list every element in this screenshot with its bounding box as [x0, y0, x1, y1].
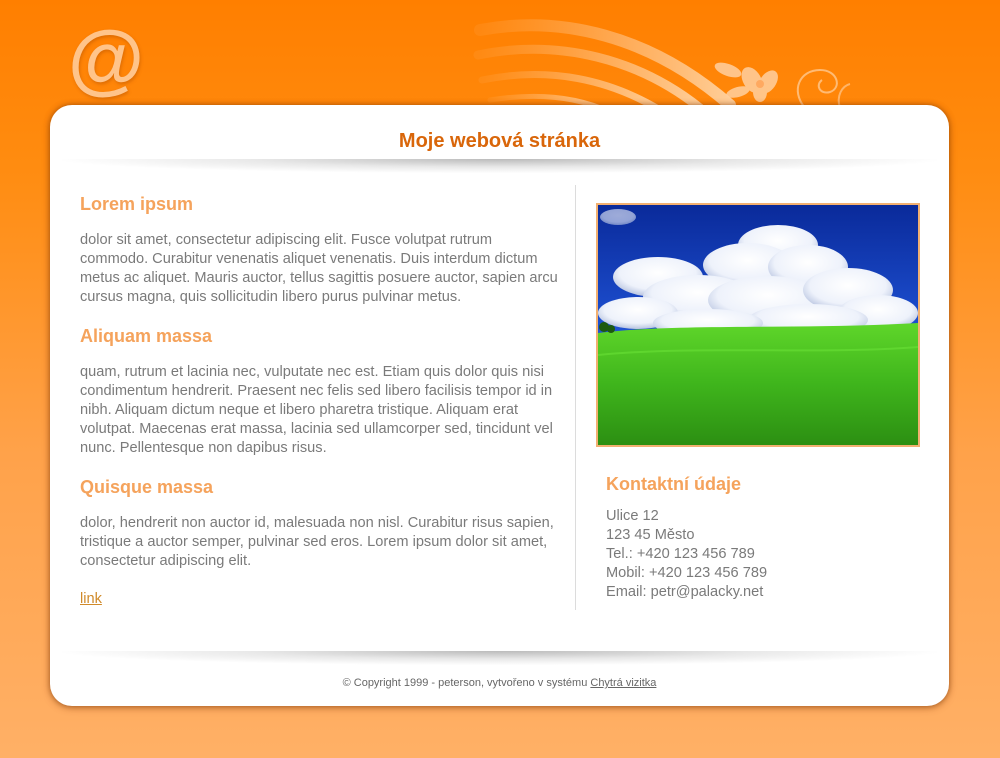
- section-heading: Quisque massa: [80, 477, 214, 497]
- contact-mobile: Mobil: +420 123 456 789: [606, 565, 768, 581]
- footer-divider: [62, 651, 937, 665]
- landscape-photo: [596, 203, 920, 447]
- content-card: [50, 105, 949, 706]
- contact-address: Ulice 12: [606, 508, 659, 524]
- contact-email: Email: petr@palacky.net: [606, 584, 764, 600]
- contact-phone: Tel.: +420 123 456 789: [606, 546, 755, 562]
- column-divider: [575, 185, 576, 610]
- floral-swirl-icon: [0, 0, 1000, 120]
- contact-heading: Kontaktní údaje: [606, 474, 742, 494]
- at-sign-icon: @: [68, 14, 145, 102]
- footer: [50, 677, 949, 689]
- footer-link[interactable]: Chytrá vizitka: [590, 677, 657, 689]
- section-text: quam, rutrum et lacinia nec, vulputate nec est. Etiam quis dolor quis nisi condimentum hendrerit. Praesent nec felis sed libero facilisis tempor id in nibh. Aliquam dictum neque et libero pharetra tristique. Aliquam erat volutpat. Maecenas erat massa, lacinia sed ullamcorper sed, tincidunt vel nunc. Pellentesque non dapibus risus.: [80, 364, 553, 456]
- page-title: Moje webová stránka: [398, 130, 601, 152]
- content-link[interactable]: link: [80, 591, 102, 607]
- section-heading: Lorem ipsum: [80, 194, 194, 214]
- footer-copyright: © Copyright 1999 - peterson, vytvořeno v systému: [342, 677, 588, 689]
- section-heading: Aliquam massa: [80, 326, 213, 346]
- contact-city: 123 45 Město: [606, 527, 695, 543]
- section-text: dolor sit amet, consectetur adipiscing elit. Fusce volutpat rutrum commodo. Curabitur venenatis aliquet venenatis. Duis interdum dictum metus ac aliquet. Mauris auctor, tellus sagittis posuere auctor, sapien arcu cursus magna, quis sollicitudin libero purus pulvinar metus.: [80, 232, 558, 305]
- header-divider: [62, 159, 937, 173]
- main-content: [80, 193, 558, 608]
- section-text: dolor, hendrerit non auctor id, malesuada non nisl. Curabitur risus sapien, tristique a auctor semper, pulvinar sed eros. Lorem ipsum dolor sit amet, consectetur adipiscing elit.: [80, 515, 554, 569]
- landscape-image: [598, 205, 918, 445]
- contact-block: [606, 473, 926, 602]
